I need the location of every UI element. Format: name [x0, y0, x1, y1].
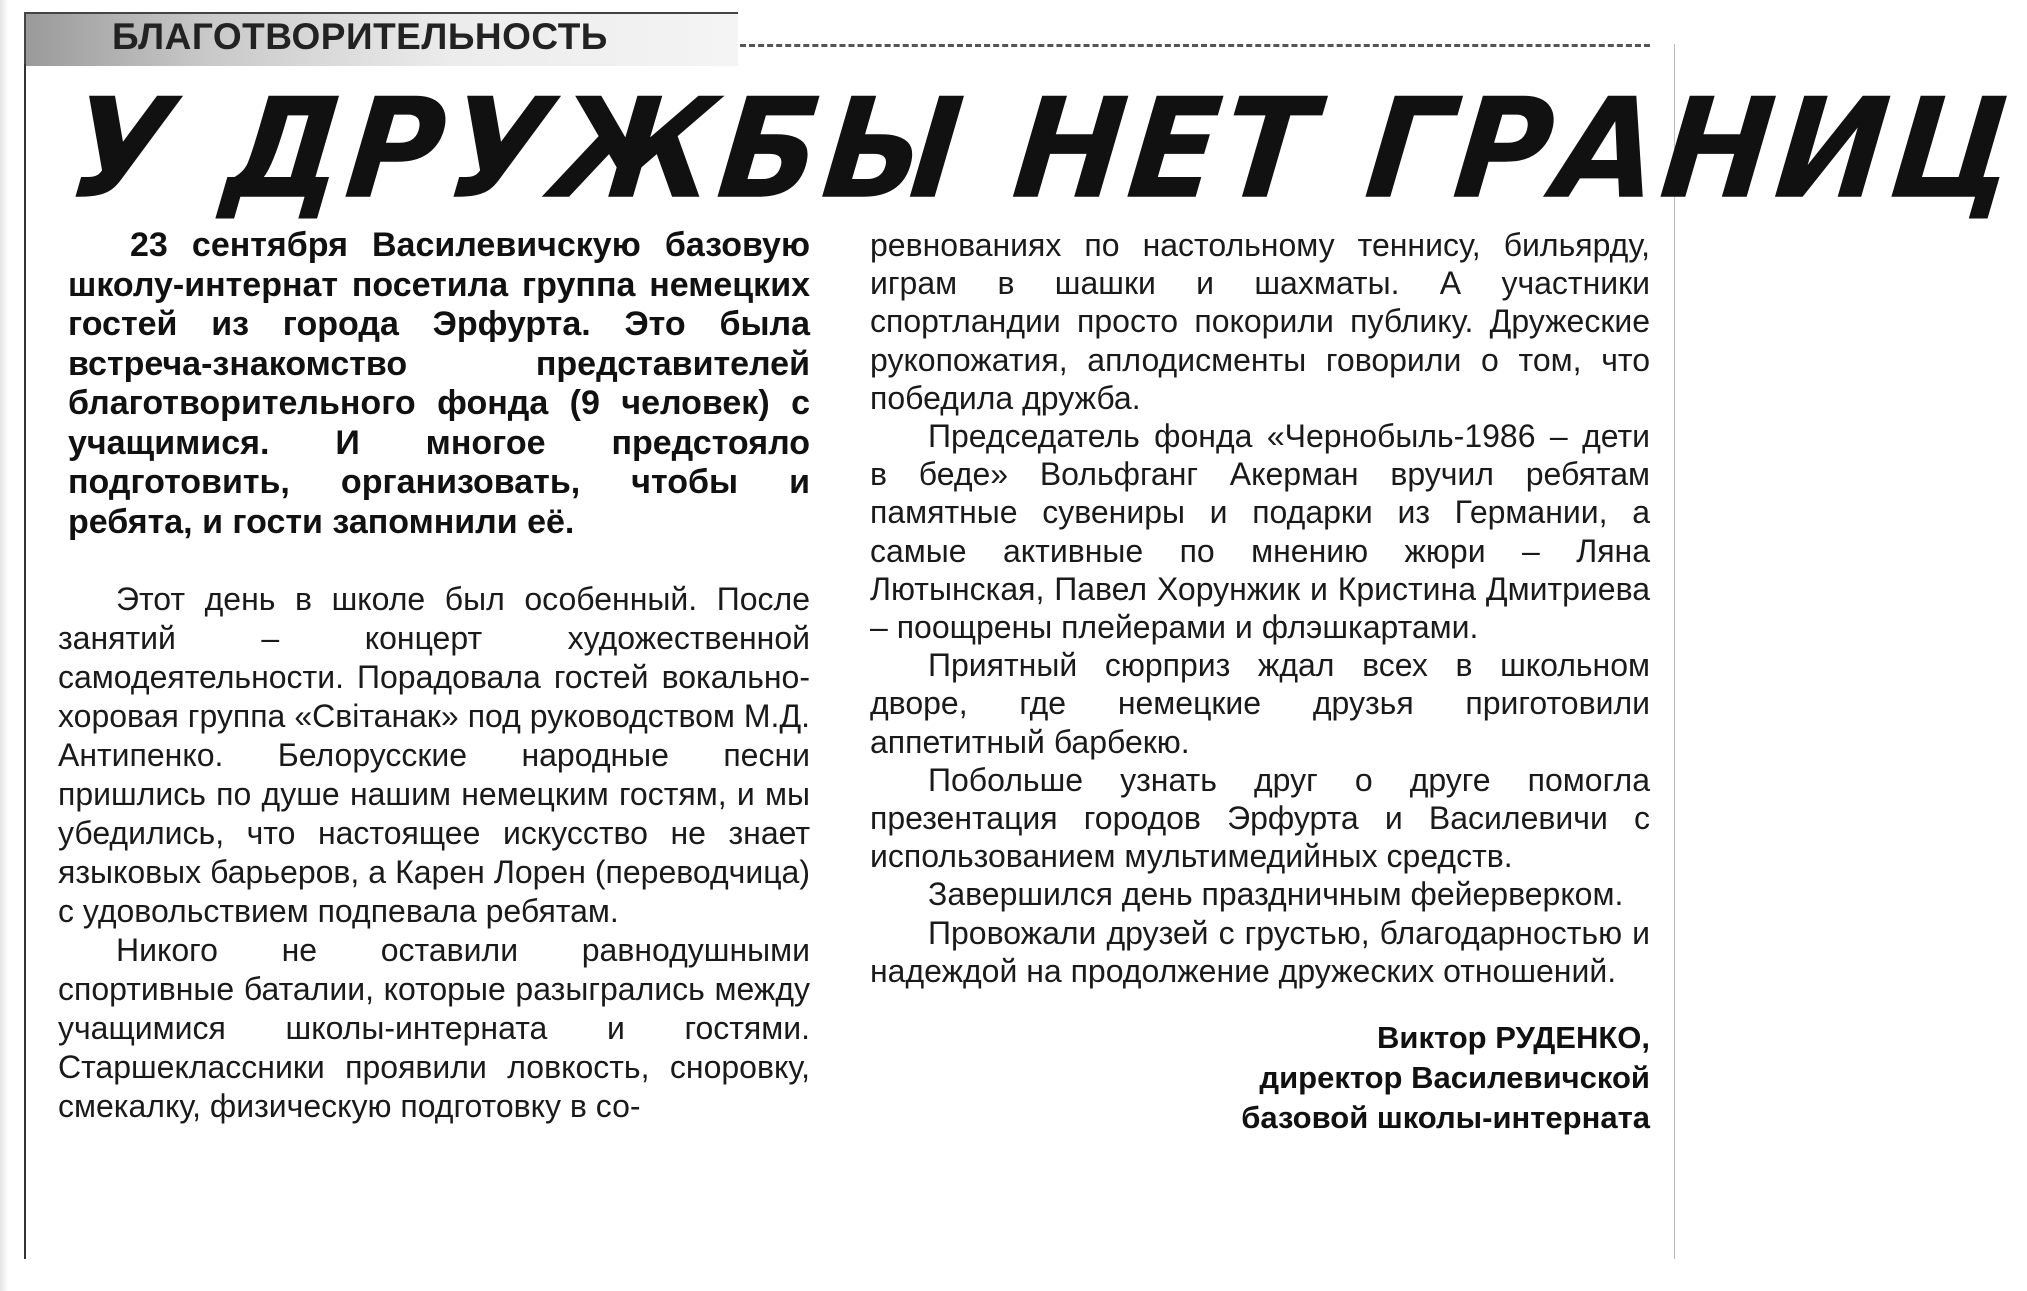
rubric-divider-line — [740, 44, 1650, 47]
article-paragraph: Завершился день праздничным фейерверком. — [928, 876, 1624, 913]
article-paragraph: Приятный сюрприз ждал всех в школьном дворе, где немецкие друзья приготовили аппетитный барбекю. — [870, 647, 1650, 760]
article-paragraph: Провожали друзей с грустью, благодарностью и надеждой на продолжение дружеских отношений. — [870, 914, 1650, 989]
scan-edge-shadow — [0, 0, 8, 1291]
rubric-label: БЛАГОТВОРИТЕЛЬНОСТЬ — [112, 16, 608, 57]
author-name: Виктор РУДЕНКО, — [1377, 1020, 1650, 1056]
article-headline: У ДРУЖБЫ НЕТ ГРАНИЦ — [61, 68, 2027, 231]
article-paragraph: Председатель фонда «Чернобыль-1986 – дети в беде» Вольфганг Акерман вручил ребятам памятные сувениры и подарки из Германии, а самые активные по мнению жюри – Ляна Лютынская, Павел Хорунжик и Кристина Дмитриева – поощрены плейерами и флэшкартами. — [870, 418, 1650, 646]
article-paragraph: Этот день в школе был особенный. После занятий – концерт художественной самодеятельности. Порадовала гостей вокально-хоровая группа «Світанак» под руководством М.Д. Антипенко. Белорусские народные песни пришлись по душе нашим немецким гостям, и мы убедились, что настоящее искусство не знает языковых барьеров, а Карен Лорен (переводчица) с удовольствием подпевала ребятам. — [58, 581, 810, 929]
article-paragraph: Никого не оставили равнодушными спортивные баталии, которые разыгрались между учащимися школы-интерната и гостями. Старшеклассники проявили ловкость, сноровку, смекалку, физическую подготовку в со- — [58, 932, 810, 1124]
author-position-line1: директор Василевичской — [1259, 1060, 1650, 1096]
article-column-left — [58, 226, 810, 1126]
article-paragraph: Побольше узнать друг о друге помогла презентация городов Эрфурта и Василевичи с использованием мультимедийных средств. — [870, 761, 1650, 875]
article-paragraph: ревнованиях по настольному теннису, бильярду, играм в шашки и шахматы. А участники спортландии просто покорили публику. Дружеские рукопожатия, аплодисменты говорили о том, что победила дружба. — [870, 227, 1650, 416]
author-position-line2: базовой школы-интерната — [1241, 1100, 1650, 1136]
article-frame-left — [24, 64, 26, 1259]
article-column-right — [870, 226, 1650, 1138]
author-signature — [870, 1018, 1650, 1138]
article-lead: 23 сентября Василевичскую базовую школу-интернат посетила группа немецких гостей из города Эрфурта. Это была встреча-знакомство представителей благотворительного фонда (9 человек) с учащимися. И многое предстояло подготовить, организовать, чтобы и ребята, и гости запомнили её. — [68, 226, 810, 541]
